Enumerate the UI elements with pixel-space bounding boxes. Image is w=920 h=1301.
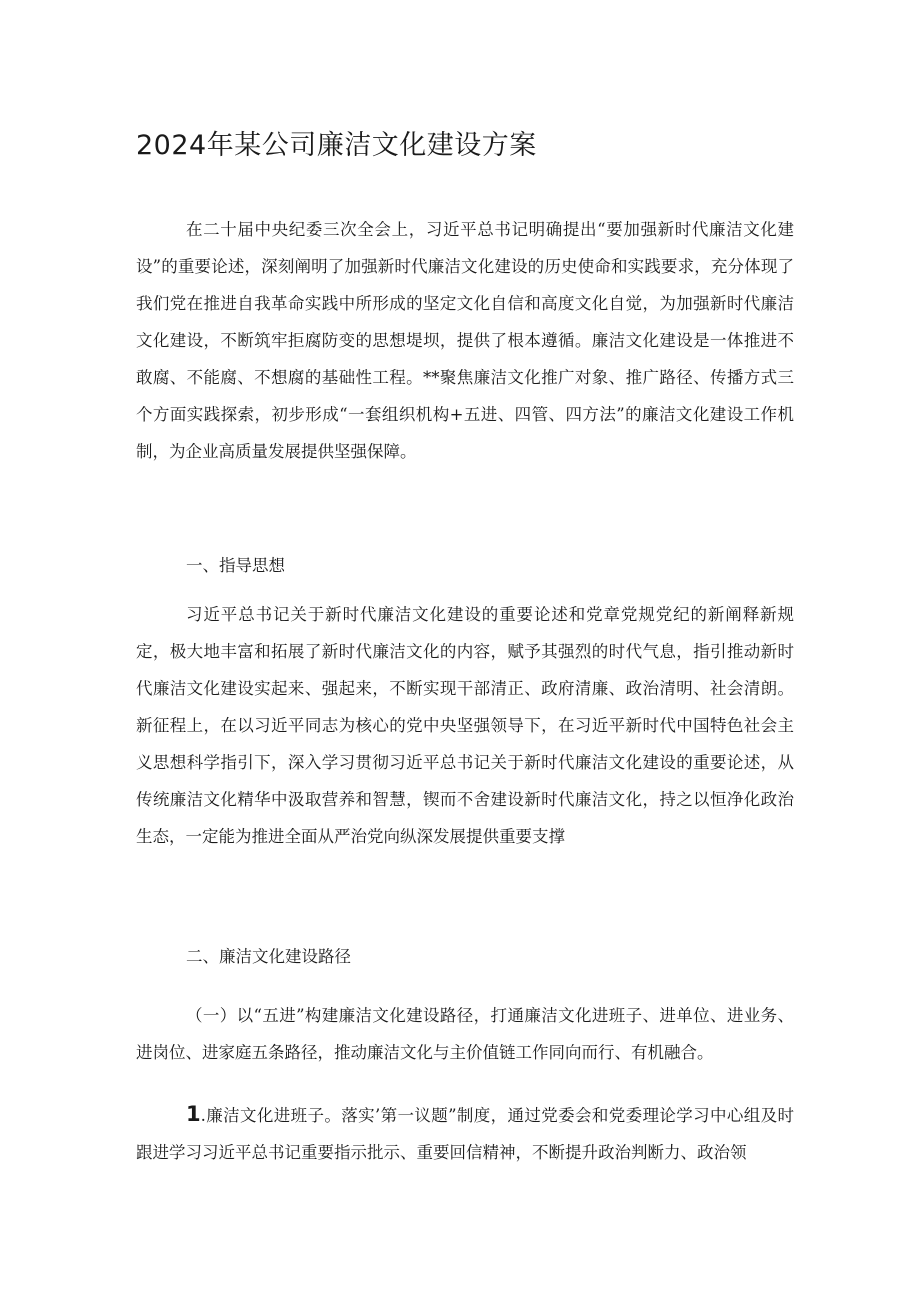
- intro-paragraph: 在二十届中央纪委三次全会上，习近平总书记明确提出“要加强新时代廉洁文化建设”的重要论述，深刻阐明了加强新时代廉洁文化建设的历史使命和实践要求，充分体现了我们党在推进自我革命实践中所形成的坚定文化自信和高度文化自觉，为加强新时代廉洁文化建设，不断筑牢拒腐防变的思想堤坝，提供了根本遵循。廉洁文化建设是一体推进不敢腐、不能腐、不想腐的基础性工程。**聚焦廉洁文化推广对象、推广路径、传播方式三个方面实践探索，初步形成“一套组织机构+五进、四管、四方法”的廉洁文化建设工作机制，为企业高质量发展提供坚强保障。: [136, 220, 794, 461]
- section-1-paragraph: 习近平总书记关于新时代廉洁文化建设的重要论述和党章党规党纪的新阐释新规定，极大地丰富和拓展了新时代廉洁文化的内容，赋予其强烈的时代气息，指引推动新时代廉洁文化建设实起来、强起来，不断实现干部清正、政府清廉、政治清明、社会清朗。新征程上，在以习近平同志为核心的党中央坚强领导下，在习近平新时代中国特色社会主义思想科学指引下，深入学习贯彻习近平总书记关于新时代廉洁文化建设的重要论述，从传统廉洁文化精华中汲取营养和智慧，锲而不舍建设新时代廉洁文化，持之以恒净化政治生态，一定能为推进全面从严治党向纵深发展提供重要支撑: [136, 605, 794, 846]
- section-1-heading: 一、指导思想: [186, 556, 285, 575]
- item-1-paragraph: [136, 1096, 794, 1171]
- item-1-number: 1: [186, 1102, 201, 1126]
- section-2-subsection-1: （一）以“五进”构建廉洁文化建设路径，打通廉洁文化进班子、进单位、进业务、进岗位、进家庭五条路径，推动廉洁文化与主价值链工作同向而行、有机融合。: [136, 1006, 794, 1062]
- item-1-text: .廉洁文化进班子。落实’第一议题”制度，通过党委会和党委理论学习中心组及时跟进学习习近平总书记重要指示批示、重要回信精神，不断提升政治判断力、政治领: [136, 1106, 794, 1162]
- section-2-heading: 二、廉洁文化建设路径: [186, 947, 351, 966]
- document-title: 2024年某公司廉洁文化建设方案: [136, 130, 537, 161]
